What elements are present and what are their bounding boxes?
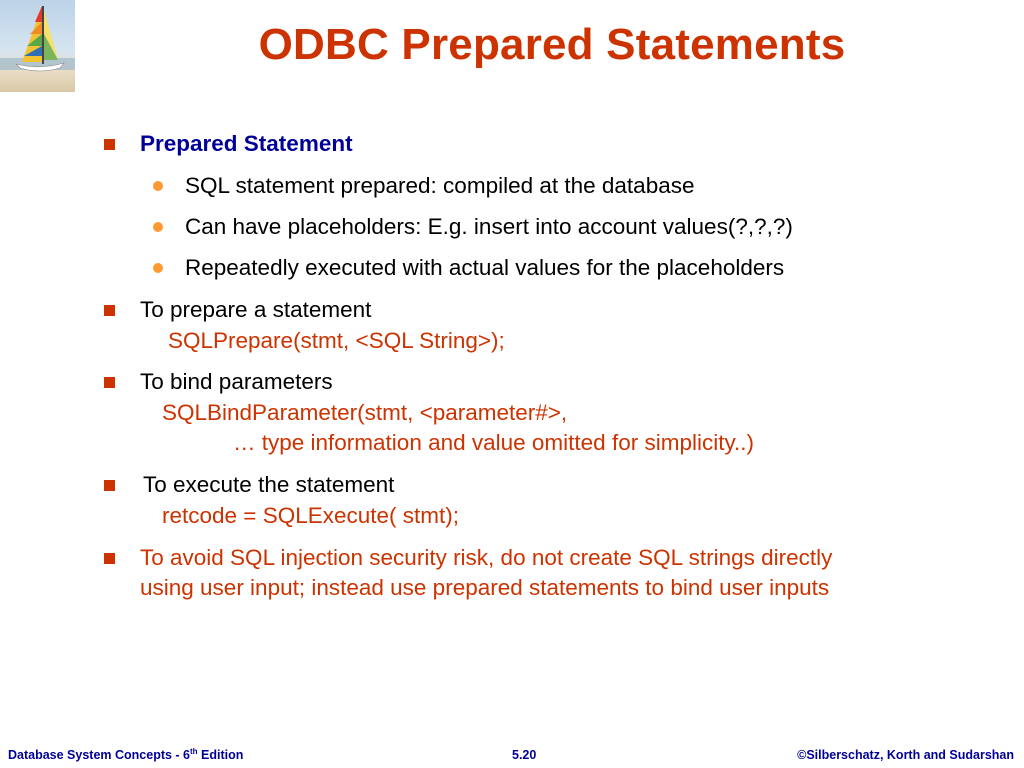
bullet-bind: To bind parameters: [140, 369, 333, 394]
slide-title: ODBC Prepared Statements: [258, 20, 846, 69]
bullet-execute: To execute the statement: [143, 472, 395, 497]
footer-page-number: 5.20: [512, 748, 537, 762]
square-bullet-icon: [104, 139, 115, 150]
sub-bullet-repeated: Repeatedly executed with actual values for the placeholders: [185, 255, 785, 280]
square-bullet-icon: [104, 553, 115, 564]
code-sqlexecute: retcode = SQLExecute( stmt);: [162, 503, 459, 528]
bullet-sql-injection-1: To avoid SQL injection security risk, do not create SQL strings directly: [140, 545, 833, 570]
dot-bullet-icon: [153, 263, 163, 273]
code-sqlprepare: SQLPrepare(stmt, <SQL String>);: [168, 328, 505, 353]
bullet-prepare: To prepare a statement: [140, 297, 372, 322]
sub-bullet-compiled: SQL statement prepared: compiled at the database: [185, 173, 695, 198]
bullet-sql-injection-2: using user input; instead use prepared statements to bind user inputs: [140, 575, 830, 600]
square-bullet-icon: [104, 377, 115, 388]
dot-bullet-icon: [153, 222, 163, 232]
dot-bullet-icon: [153, 181, 163, 191]
code-type-info: … type information and value omitted for simplicity..): [233, 430, 755, 455]
square-bullet-icon: [104, 480, 115, 491]
sub-bullet-placeholders: Can have placeholders: E.g. insert into account values(?,?,?): [185, 214, 793, 239]
square-bullet-icon: [104, 305, 115, 316]
code-sqlbindparameter: SQLBindParameter(stmt, <parameter#>,: [162, 400, 568, 425]
footer-copyright: ©Silberschatz, Korth and Sudarshan: [797, 748, 1014, 762]
bullet-prepared-statement: Prepared Statement: [140, 131, 353, 156]
footer-book-title: Database System Concepts - 6th Edition: [8, 746, 244, 762]
